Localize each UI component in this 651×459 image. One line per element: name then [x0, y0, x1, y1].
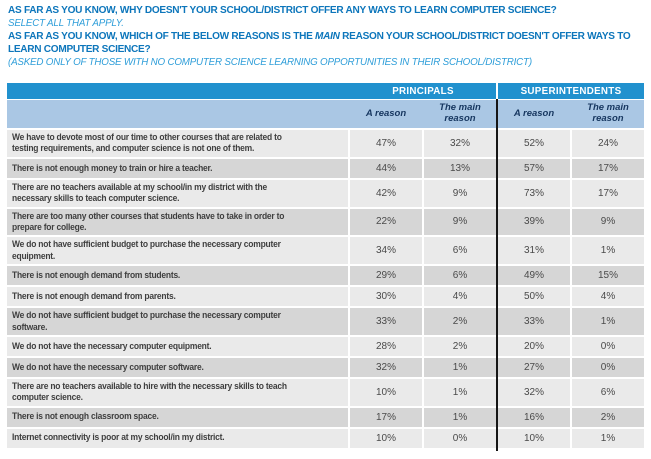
- table-row: [7, 237, 644, 264]
- row-label-text: Internet connectivity is poor at my school/in my district.: [12, 432, 225, 444]
- row-value: 13%: [424, 159, 496, 178]
- question-header: [8, 4, 644, 69]
- row-label: [7, 159, 348, 178]
- row-value: 33%: [350, 308, 422, 335]
- table-row: [7, 159, 644, 178]
- row-value: 52%: [498, 130, 570, 157]
- row-value: 9%: [424, 180, 496, 207]
- row-label: [7, 130, 348, 157]
- table-row: [7, 209, 644, 236]
- row-value: 27%: [498, 358, 570, 377]
- row-value: 2%: [424, 308, 496, 335]
- row-value: 73%: [498, 180, 570, 207]
- group-header-superintendents: [498, 83, 644, 99]
- question-2: [8, 30, 644, 56]
- row-value: 50%: [498, 287, 570, 306]
- group-header-row: [7, 83, 644, 99]
- row-value: 32%: [424, 130, 496, 157]
- row-value: 2%: [424, 337, 496, 356]
- subcolumn-superintendents-a-reason: A reason: [513, 107, 555, 119]
- row-value: 10%: [498, 429, 570, 448]
- question-2-prefix: AS FAR AS YOU KNOW, WHICH OF THE BELOW REASONS IS THE: [8, 30, 316, 42]
- row-value: 32%: [498, 379, 570, 406]
- row-value: 17%: [572, 180, 644, 207]
- row-value: 30%: [350, 287, 422, 306]
- row-value: 9%: [424, 209, 496, 236]
- row-value: 32%: [350, 358, 422, 377]
- row-label-text: There is not enough classroom space.: [12, 411, 159, 423]
- row-value: 9%: [572, 209, 644, 236]
- subcolumn-superintendents-main-reason: The main reason: [587, 102, 629, 124]
- row-value: 17%: [350, 408, 422, 427]
- row-value: 0%: [424, 429, 496, 448]
- row-value: 29%: [350, 266, 422, 285]
- table-body: [7, 130, 644, 448]
- row-label-text: There is not enough demand from parents.: [12, 290, 176, 302]
- table-row: [7, 287, 644, 306]
- row-value: 47%: [350, 130, 422, 157]
- row-value: 6%: [424, 237, 496, 264]
- row-label: [7, 308, 348, 335]
- table-row: [7, 266, 644, 285]
- row-value: 42%: [350, 180, 422, 207]
- row-label: [7, 408, 348, 427]
- row-label-text: We do not have sufficient budget to purchase the necessary computer equipment.: [12, 239, 281, 262]
- table-row: [7, 379, 644, 406]
- row-label: [7, 237, 348, 264]
- row-value: 31%: [498, 237, 570, 264]
- row-value: 15%: [572, 266, 644, 285]
- table-row: [7, 408, 644, 427]
- table-row: [7, 180, 644, 207]
- table-row: [7, 130, 644, 157]
- table-row: [7, 358, 644, 377]
- group-header-principals: [7, 83, 496, 99]
- row-label-text: There is not enough money to train or hire a teacher.: [12, 162, 213, 174]
- row-label-text: We have to devote most of our time to other courses that are related to testing requirements, and computer science is not one of them.: [12, 132, 282, 155]
- row-value: 49%: [498, 266, 570, 285]
- row-value: 1%: [572, 308, 644, 335]
- row-value: 6%: [424, 266, 496, 285]
- row-label-text: We do not have sufficient budget to purchase the necessary computer software.: [12, 310, 281, 333]
- row-value: 4%: [424, 287, 496, 306]
- subcolumn-header-row: [7, 100, 644, 128]
- subcolumn-principals-a-reason: A reason: [365, 107, 407, 119]
- row-label: [7, 429, 348, 448]
- row-value: 39%: [498, 209, 570, 236]
- row-label: [7, 358, 348, 377]
- table-row: [7, 429, 644, 448]
- question-2-suffix: REASON YOUR SCHOOL/DISTRICT DOESN'T OFFER WAYS TO LEARN COMPUTER SCIENCE?: [8, 30, 631, 55]
- question-1: AS FAR AS YOU KNOW, WHY DOESN'T YOUR SCHOOL/DISTRICT OFFER ANY WAYS TO LEARN COMPUTER SCIENCE?: [8, 4, 557, 16]
- row-value: 20%: [498, 337, 570, 356]
- row-label: [7, 337, 348, 356]
- row-label-text: We do not have the necessary computer equipment.: [12, 340, 212, 352]
- table-row: [7, 337, 644, 356]
- row-value: 1%: [572, 429, 644, 448]
- row-value: 1%: [424, 379, 496, 406]
- row-value: 2%: [572, 408, 644, 427]
- question-2-note: (ASKED ONLY OF THOSE WITH NO COMPUTER SCIENCE LEARNING OPPORTUNITIES IN THEIR SCHOOL/DISTRICT): [8, 57, 532, 68]
- row-label-text: There are no teachers available to hire with the necessary skills to teach computer science.: [12, 380, 287, 404]
- row-value: 22%: [350, 209, 422, 236]
- row-value: 10%: [350, 379, 422, 406]
- row-value: 17%: [572, 159, 644, 178]
- row-label-text: There are no teachers available at my school/in my district with the necessary skills to teach computer science.: [12, 181, 267, 205]
- row-label-text: We do not have the necessary computer software.: [12, 361, 204, 373]
- row-label: [7, 379, 348, 406]
- group-header-superintendents-label: SUPERINTENDENTS: [520, 85, 622, 97]
- table-row: [7, 308, 644, 335]
- row-label: [7, 287, 348, 306]
- row-label: [7, 266, 348, 285]
- row-value: 33%: [498, 308, 570, 335]
- question-1-note: SELECT ALL THAT APPLY.: [8, 18, 124, 29]
- survey-table: [7, 83, 644, 448]
- row-value: 1%: [424, 408, 496, 427]
- subcolumn-principals-main-reason: The main reason: [439, 102, 481, 124]
- row-value: 57%: [498, 159, 570, 178]
- row-value: 24%: [572, 130, 644, 157]
- row-value: 44%: [350, 159, 422, 178]
- row-value: 10%: [350, 429, 422, 448]
- row-label-text: There are too many other courses that students have to take in order to prepare for college.: [12, 210, 285, 233]
- row-label-text: There is not enough demand from students.: [12, 269, 181, 281]
- row-label: [7, 209, 348, 236]
- row-value: 6%: [572, 379, 644, 406]
- row-value: 1%: [424, 358, 496, 377]
- row-value: 0%: [572, 337, 644, 356]
- row-value: 28%: [350, 337, 422, 356]
- row-value: 4%: [572, 287, 644, 306]
- group-divider: [496, 99, 498, 451]
- row-value: 0%: [572, 358, 644, 377]
- question-2-emphasis: MAIN: [315, 30, 340, 42]
- row-value: 34%: [350, 237, 422, 264]
- row-value: 1%: [572, 237, 644, 264]
- subcolumn-header-spacer: [7, 100, 348, 128]
- group-header-principals-label: PRINCIPALS: [392, 85, 454, 97]
- row-label: [7, 180, 348, 207]
- row-value: 16%: [498, 408, 570, 427]
